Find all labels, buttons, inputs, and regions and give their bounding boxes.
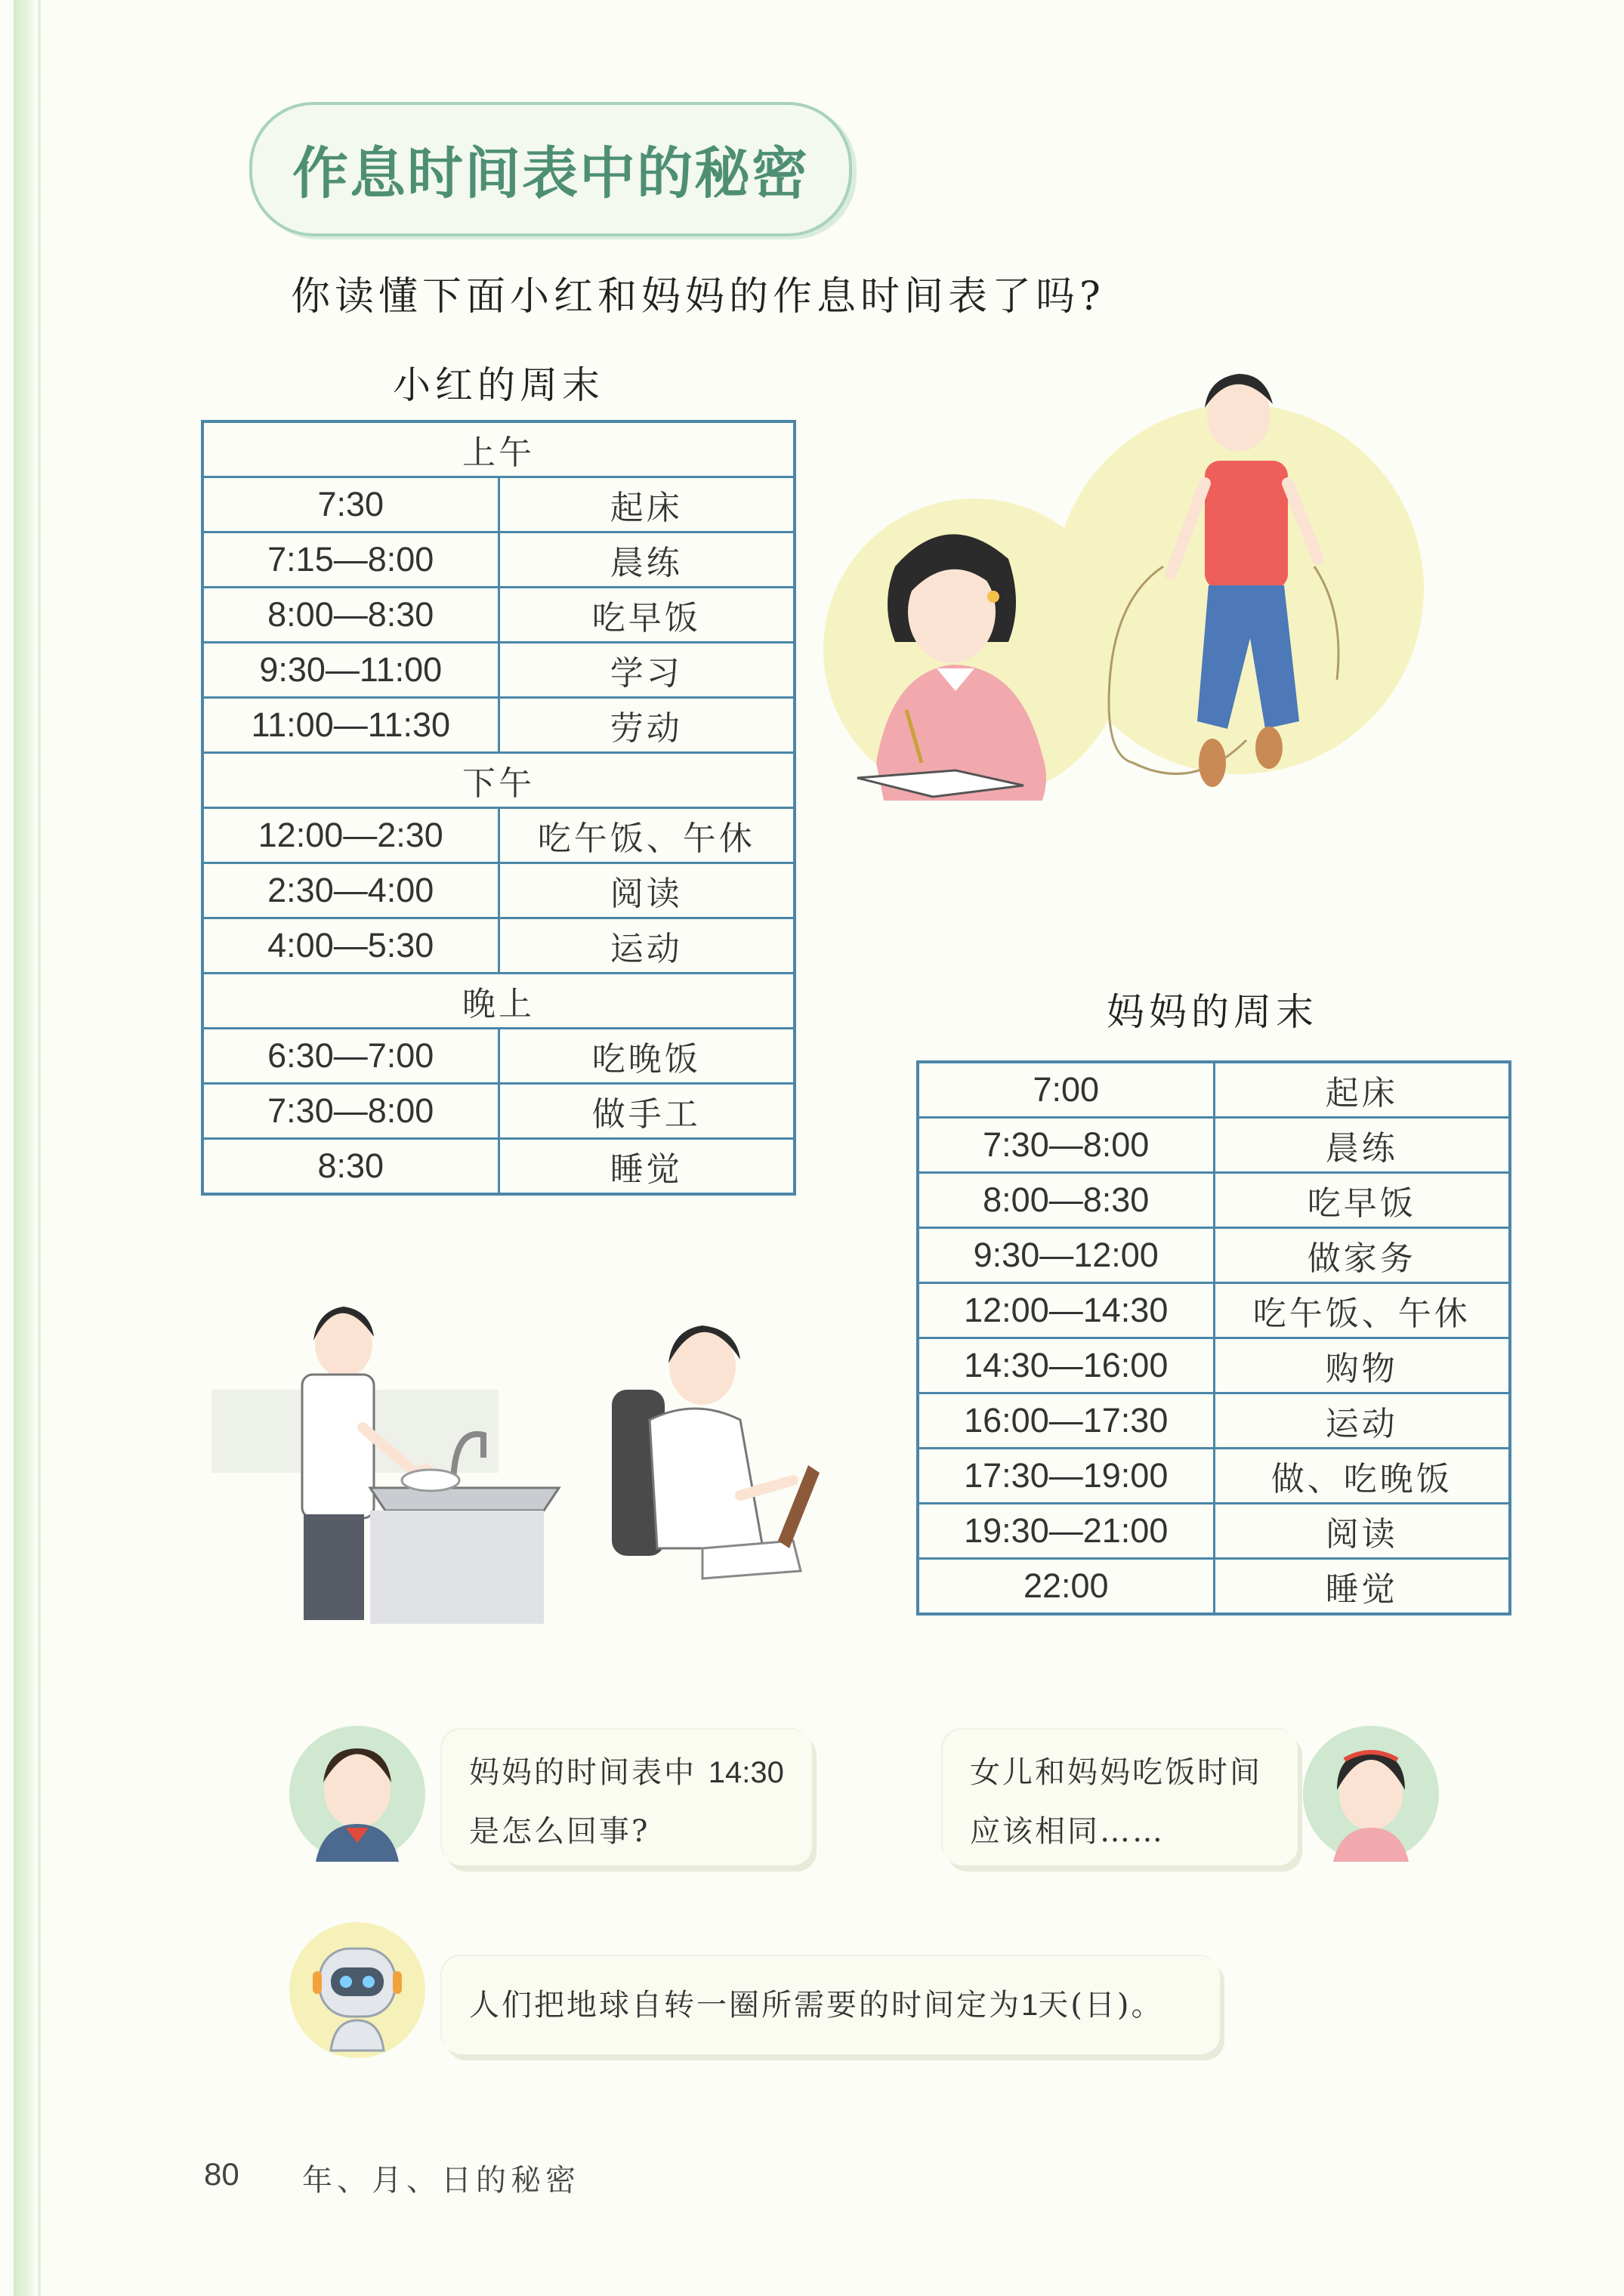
mama-table-caption: 妈妈的周末 [1107, 990, 1318, 1034]
time-cell: 11:00—11:30 [202, 698, 499, 753]
activity-cell: 学习 [499, 643, 795, 698]
time-cell: 9:30—11:00 [202, 643, 499, 698]
table-row [918, 1338, 1510, 1393]
table-row [918, 1504, 1510, 1559]
table-row [202, 643, 795, 698]
table-row [918, 1118, 1510, 1173]
time-cell: 7:30—8:00 [918, 1118, 1214, 1173]
table-row [918, 1228, 1510, 1283]
boy-avatar [286, 1722, 429, 1866]
table-row [202, 1029, 795, 1084]
time-cell: 9:30—12:00 [918, 1228, 1214, 1283]
robot-speech-text-a: 人们把地球自转一圈所需要的时间定为 [469, 1988, 1021, 2023]
time-cell: 14:30—16:00 [918, 1338, 1214, 1393]
activity-cell: 阅读 [1214, 1504, 1510, 1559]
section-label: 上午 [202, 421, 795, 477]
table-row [202, 1084, 795, 1139]
table-row [202, 477, 795, 532]
time-cell: 7:15—8:00 [202, 532, 499, 588]
page-number: 80 [204, 2156, 239, 2192]
xiaohong-schedule-table [201, 420, 796, 1196]
activity-cell: 做家务 [1214, 1228, 1510, 1283]
robot-speech-bubble [442, 1956, 1220, 2054]
section-title-text: 作息时间表中的秘密 [292, 141, 809, 206]
time-cell: 8:00—8:30 [202, 588, 499, 643]
girl-speech-bubble [943, 1730, 1298, 1866]
page-edge-line [38, 0, 41, 2296]
xiaohong-table-caption: 小红的周末 [393, 363, 604, 407]
section-label: 下午 [202, 753, 795, 808]
activity-cell: 吃晚饭 [499, 1029, 795, 1084]
time-cell: 4:00—5:30 [202, 918, 499, 974]
activity-cell: 睡觉 [1214, 1559, 1510, 1615]
activity-cell: 吃早饭 [1214, 1173, 1510, 1228]
mother-reading [612, 1325, 820, 1578]
time-cell: 12:00—14:30 [918, 1283, 1214, 1338]
table-row [202, 588, 795, 643]
activity-cell: 购物 [1214, 1338, 1510, 1393]
robot-speech-num: 1 [1021, 1989, 1039, 2022]
table-row [918, 1559, 1510, 1615]
table-row [918, 1393, 1510, 1449]
boy-speech-bubble [442, 1730, 812, 1866]
girl-avatar [1299, 1722, 1443, 1866]
table-row [202, 863, 795, 918]
girl-speech-line1: 女儿和妈妈吃饭时间 [970, 1755, 1262, 1790]
time-cell: 16:00—17:30 [918, 1393, 1214, 1449]
time-cell: 8:00—8:30 [918, 1173, 1214, 1228]
section-row [202, 421, 795, 477]
chapter-title: 年、月、日的秘密 [302, 2163, 580, 2198]
time-cell: 2:30—4:00 [202, 863, 499, 918]
activity-cell: 做手工 [499, 1084, 795, 1139]
time-cell: 7:30 [202, 477, 499, 532]
table-row [918, 1283, 1510, 1338]
activity-cell: 睡觉 [499, 1139, 795, 1195]
robot-speech-text-b: 天(日)。 [1038, 1988, 1164, 2023]
activity-cell: 做、吃晚饭 [1214, 1449, 1510, 1504]
boy-speech-time: 14:30 [708, 1756, 784, 1789]
activity-cell: 运动 [499, 918, 795, 974]
activity-cell: 晨练 [1214, 1118, 1510, 1173]
mama-schedule-table [916, 1060, 1511, 1616]
table-row [918, 1449, 1510, 1504]
table-row [918, 1173, 1510, 1228]
time-cell: 7:00 [918, 1062, 1214, 1118]
page-edge [14, 0, 36, 2296]
time-cell: 22:00 [918, 1559, 1214, 1615]
mother-illustration [211, 1299, 876, 1631]
section-label: 晚上 [202, 974, 795, 1029]
table-row [202, 808, 795, 863]
section-title [249, 102, 852, 236]
girl-speech-line2: 应该相同…… [970, 1814, 1165, 1849]
table-row [202, 698, 795, 753]
time-cell: 19:30—21:00 [918, 1504, 1214, 1559]
boy-speech-line1 [469, 1743, 785, 1802]
activity-cell: 阅读 [499, 863, 795, 918]
activity-cell: 吃午饭、午休 [499, 808, 795, 863]
intro-question: 你读懂下面小红和妈妈的作息时间表了吗? [291, 274, 1105, 319]
activity-cell: 劳动 [499, 698, 795, 753]
activity-cell: 吃午饭、午休 [1214, 1283, 1510, 1338]
robot-avatar [286, 1918, 429, 2062]
activity-cell: 起床 [499, 477, 795, 532]
time-cell: 12:00—2:30 [202, 808, 499, 863]
activity-cell: 运动 [1214, 1393, 1510, 1449]
time-cell: 6:30—7:00 [202, 1029, 499, 1084]
time-cell: 7:30—8:00 [202, 1084, 499, 1139]
boy-speech-text-a: 妈妈的时间表中 [469, 1755, 696, 1790]
time-cell: 17:30—19:00 [918, 1449, 1214, 1504]
table-row [202, 532, 795, 588]
section-row [202, 753, 795, 808]
girl-illustration [816, 370, 1511, 838]
table-row [202, 1139, 795, 1195]
activity-cell: 起床 [1214, 1062, 1510, 1118]
table-row [918, 1062, 1510, 1118]
table-row [202, 918, 795, 974]
section-row [202, 974, 795, 1029]
activity-cell: 晨练 [499, 532, 795, 588]
boy-speech-line2: 是怎么回事? [469, 1814, 650, 1849]
activity-cell: 吃早饭 [499, 588, 795, 643]
time-cell: 8:30 [202, 1139, 499, 1195]
